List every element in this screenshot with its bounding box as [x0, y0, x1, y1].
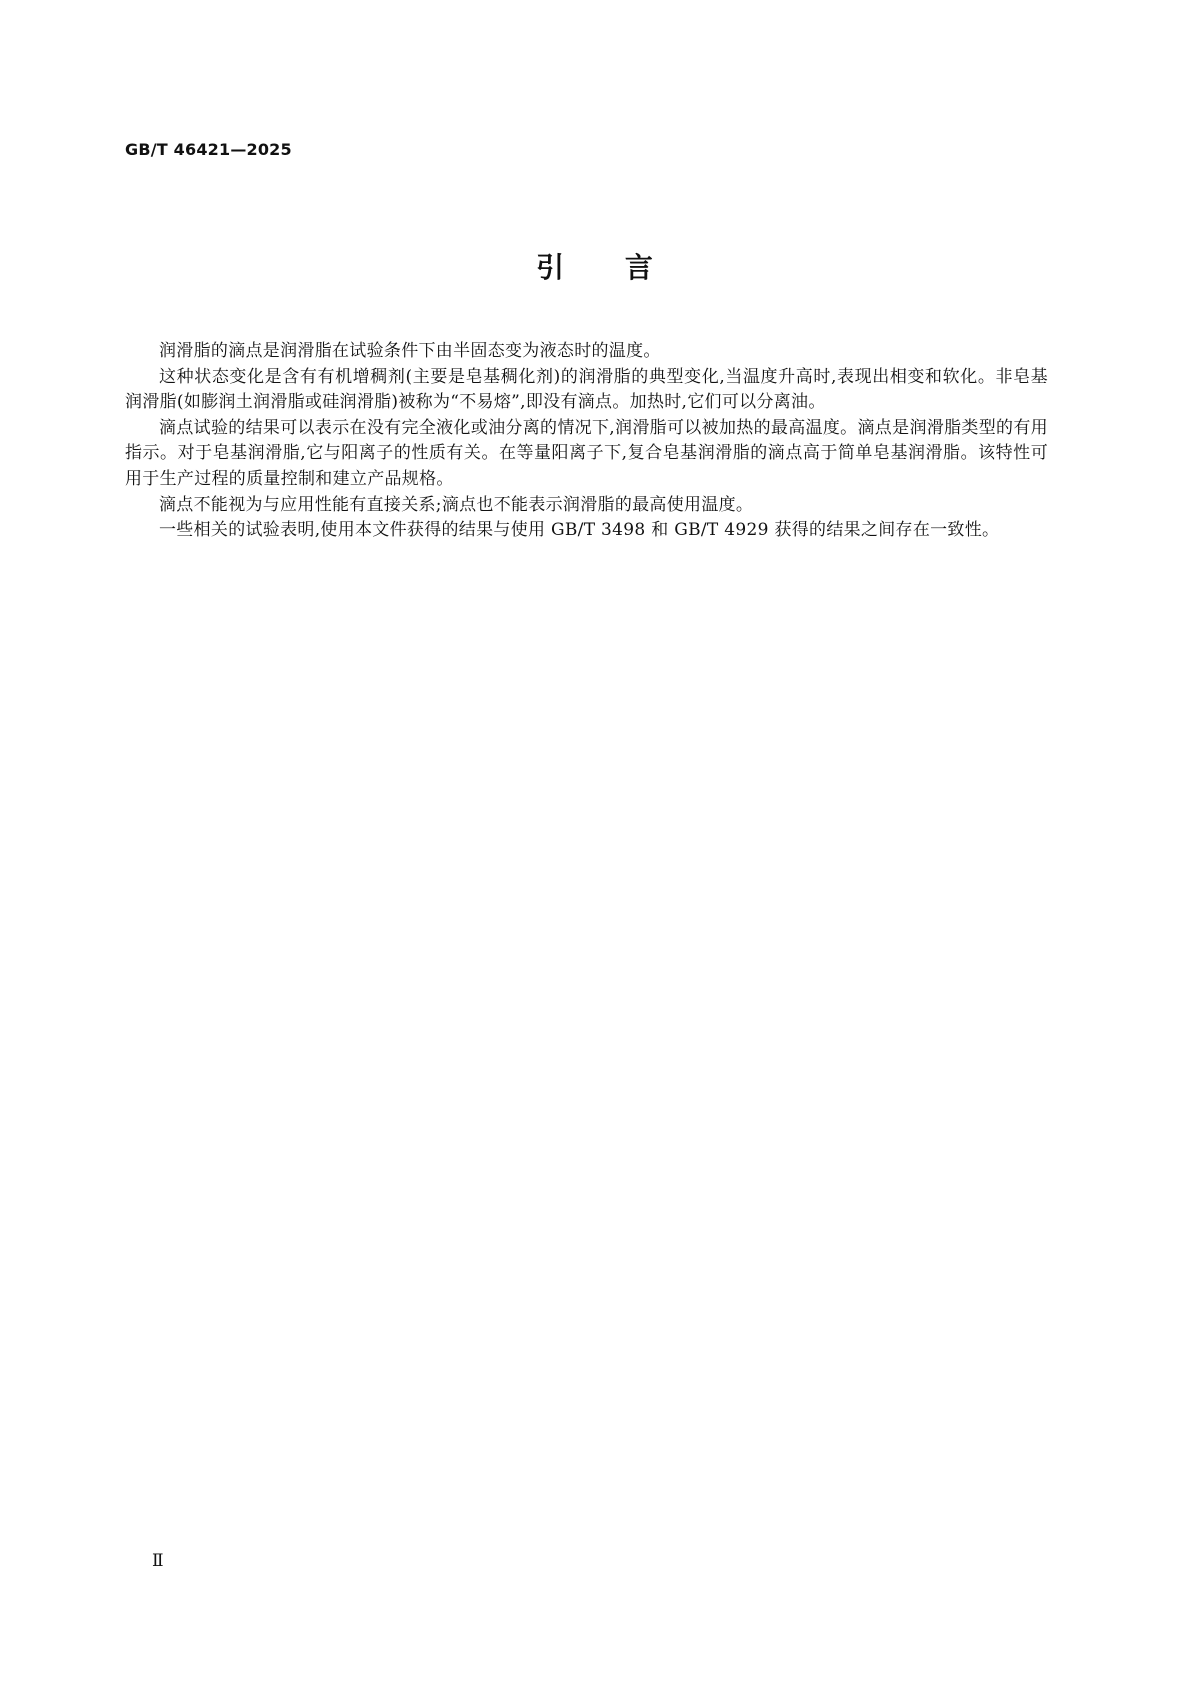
- section-title: 引 言: [536, 251, 655, 284]
- standard-number: GB/T 46421—2025: [125, 140, 292, 159]
- paragraph: 滴点试验的结果可以表示在没有完全液化或油分离的情况下,润滑脂可以被加热的最高温度。滴点是润滑脂类型的有用指示。对于皂基润滑脂,它与阳离子的性质有关。在等量阳离子下,复合皂基润滑脂的滴点高于简单皂基润滑脂。该特性可用于生产过程的质量控制和建立产品规格。: [125, 417, 1048, 489]
- paragraph: 这种状态变化是含有有机增稠剂(主要是皂基稠化剂)的润滑脂的典型变化,当温度升高时,表现出相变和软化。非皂基润滑脂(如膨润土润滑脂或硅润滑脂)被称为“不易熔”,即没有滴点。加热时,它们可以分离油。: [125, 366, 1048, 413]
- paragraph: 一些相关的试验表明,使用本文件获得的结果与使用 GB/T 3498 和 GB/T 4929 获得的结果之间存在一致性。: [159, 520, 1000, 541]
- document-body: [125, 339, 1048, 544]
- paragraph: 润滑脂的滴点是润滑脂在试验条件下由半固态变为液态时的温度。: [159, 341, 661, 361]
- paragraph: 滴点不能视为与应用性能有直接关系;滴点也不能表示润滑脂的最高使用温度。: [159, 494, 754, 515]
- page-number: Ⅱ: [152, 1551, 164, 1571]
